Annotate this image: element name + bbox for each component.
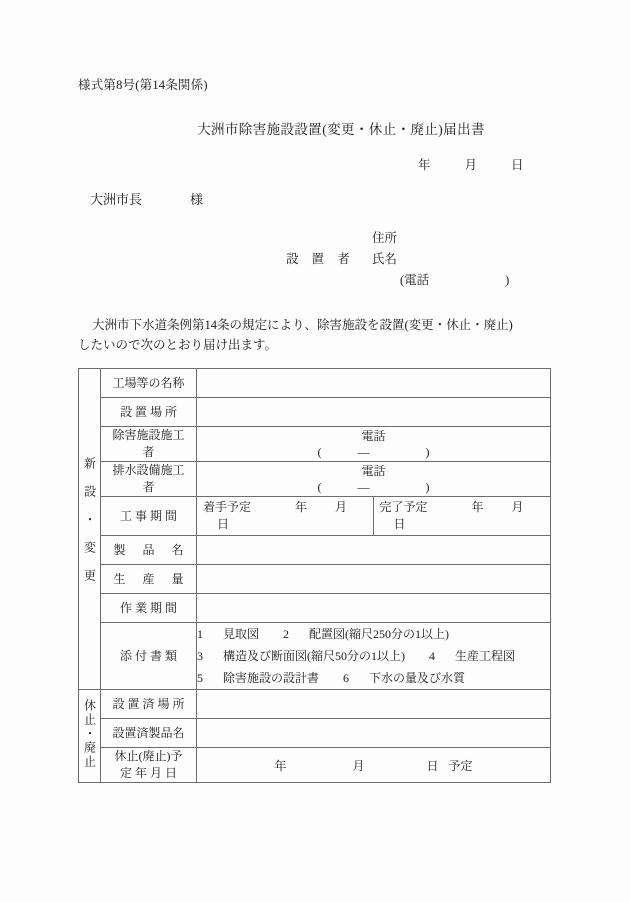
date-month-label: 月	[464, 158, 478, 172]
date-day-label: 日	[511, 158, 524, 172]
stop-date-month: 月	[352, 758, 365, 773]
drainage-contractor-tel-label: 電話	[361, 464, 386, 478]
page-title: 大洲市除害施設設置(変更・休止・廃止)届出書	[197, 122, 485, 137]
row-value-factory-name[interactable]	[197, 369, 551, 398]
stop-date-suffix: 予定	[448, 758, 473, 773]
row-value-product-name[interactable]	[197, 536, 551, 565]
table-row	[79, 398, 551, 427]
row-label-construction-period: 工 事 期 間	[101, 497, 197, 536]
attachment-line-1	[197, 623, 550, 645]
row-label-drainage-contractor	[101, 462, 197, 497]
table-row	[79, 536, 551, 565]
stop-date-day: 日	[426, 758, 439, 773]
row-value-installed-place[interactable]	[197, 690, 551, 719]
row-label-factory-name: 工場等の名称	[101, 369, 197, 398]
attachment-num-2: 2	[283, 627, 290, 641]
row-value-attachments	[197, 623, 551, 690]
construction-start-month: 月	[335, 500, 348, 514]
removal-contractor-tel-label: 電話	[361, 429, 386, 443]
construction-end-day: 日	[393, 517, 406, 531]
table-row	[79, 719, 551, 748]
construction-start-prefix: 着手予定	[203, 500, 252, 514]
row-label-stop-date-line1: 休止(廃止)予	[114, 749, 183, 763]
installer-tel-row	[372, 270, 509, 291]
tel-close-paren: )	[425, 480, 430, 494]
addressee-name: 大洲市長	[90, 192, 143, 207]
construction-end-month: 月	[511, 500, 524, 514]
removal-contractor-tel-field[interactable]	[197, 444, 550, 460]
row-label-installed-place: 設 置 済 場 所	[101, 690, 197, 719]
tel-open-paren: (	[317, 480, 322, 494]
installer-name-row	[372, 249, 509, 270]
construction-start-day: 日	[217, 517, 230, 531]
row-label-removal-contractor	[101, 427, 197, 462]
row-value-installed-product[interactable]	[197, 719, 551, 748]
tel-dash: —	[357, 445, 370, 459]
group-label-new-change: 新設・変更	[82, 457, 97, 597]
attachment-text-5: 除害施設の設計書	[223, 671, 320, 685]
statement-line-1: 大洲市下水道条例第14条の規定により、除害施設を設置(変更・休止・廃止)	[92, 318, 513, 332]
row-value-production-volume[interactable]	[197, 565, 551, 594]
attachment-text-4: 生産工程図	[455, 649, 516, 663]
stop-date-year: 年	[274, 758, 287, 773]
row-label-installed-product: 設置済製品名	[101, 719, 197, 748]
addressee-honorific: 様	[190, 192, 204, 207]
attachment-text-1: 見取図	[223, 627, 260, 641]
row-label-install-place: 設 置 場 所	[101, 398, 197, 427]
attachment-num-1: 1	[197, 627, 203, 641]
installer-address-label: 住所	[372, 231, 398, 245]
installer-tel-close: )	[505, 273, 510, 287]
row-label-work-period: 作 業 期 間	[101, 594, 197, 623]
installer-name-label: 氏名	[372, 252, 398, 266]
table-row	[79, 565, 551, 594]
table-row	[79, 462, 551, 497]
installer-tel-open: (電話	[400, 273, 430, 287]
tel-dash: —	[357, 480, 370, 494]
row-value-removal-contractor[interactable]	[197, 427, 551, 462]
group-cell-new-change	[79, 369, 101, 690]
row-label-drainage-contractor-line2: 者	[142, 480, 155, 494]
table-row	[79, 594, 551, 623]
row-value-install-place[interactable]	[197, 398, 551, 427]
row-label-product-name	[101, 536, 197, 565]
table-row	[79, 427, 551, 462]
tel-close-paren: )	[425, 445, 430, 459]
submission-date-line	[0, 155, 630, 173]
attachment-text-2: 配置図(縮尺250分の1以上)	[309, 627, 450, 641]
date-year-label: 年	[418, 158, 431, 172]
table-row	[79, 748, 551, 783]
table-row	[79, 623, 551, 690]
attachment-line-2	[197, 645, 550, 667]
statement-line-2: したいので次のとおり届け出ます。	[78, 338, 278, 352]
attachment-num-4: 4	[429, 649, 435, 663]
table-row	[79, 369, 551, 398]
form-number: 様式第8号(第14条関係)	[78, 78, 208, 92]
row-value-stop-date[interactable]	[197, 748, 551, 783]
row-value-drainage-contractor[interactable]	[197, 462, 551, 497]
row-label-production-volume-text: 生 産 量	[113, 571, 191, 586]
attachment-line-3	[197, 667, 550, 689]
construction-end-field[interactable]	[374, 497, 551, 535]
table-row	[79, 690, 551, 719]
group-label-suspend-abolish: 休止・廃止	[82, 699, 97, 769]
table-row	[79, 497, 551, 536]
group-cell-suspend-abolish	[79, 690, 101, 783]
addressee	[90, 189, 203, 208]
installer-block	[286, 228, 509, 291]
row-label-removal-contractor-line1: 除害施設施工	[112, 428, 185, 442]
statement-paragraph	[78, 315, 548, 355]
construction-start-year: 年	[295, 500, 308, 514]
row-label-attachments: 添 付 書 類	[101, 623, 197, 690]
row-label-product-name-text: 製 品 名	[113, 542, 191, 557]
attachment-text-3: 構造及び断面図(縮尺50分の1以上)	[223, 649, 405, 663]
attachment-text-6: 下水の量及び水質	[369, 671, 466, 685]
construction-end-year: 年	[471, 500, 484, 514]
row-label-drainage-contractor-line1: 排水設備施工	[112, 463, 185, 477]
row-value-work-period[interactable]	[197, 594, 551, 623]
row-label-production-volume	[101, 565, 197, 594]
row-label-stop-date	[101, 748, 197, 783]
notification-table	[78, 368, 551, 783]
drainage-contractor-tel-field[interactable]	[197, 479, 550, 495]
row-label-removal-contractor-line2: 者	[142, 445, 155, 459]
construction-start-field[interactable]	[197, 497, 374, 535]
attachment-num-3: 3	[197, 649, 203, 663]
attachment-num-5: 5	[197, 671, 203, 685]
installer-address-row	[372, 228, 509, 249]
attachment-num-6: 6	[343, 671, 350, 685]
row-label-stop-date-line2: 定 年 月 日	[119, 766, 177, 780]
installer-group-label: 設 置 者	[286, 252, 355, 266]
tel-open-paren: (	[317, 445, 322, 459]
construction-end-prefix: 完了予定	[379, 500, 428, 514]
row-value-construction-period	[197, 497, 551, 536]
installer-fields	[372, 228, 509, 291]
